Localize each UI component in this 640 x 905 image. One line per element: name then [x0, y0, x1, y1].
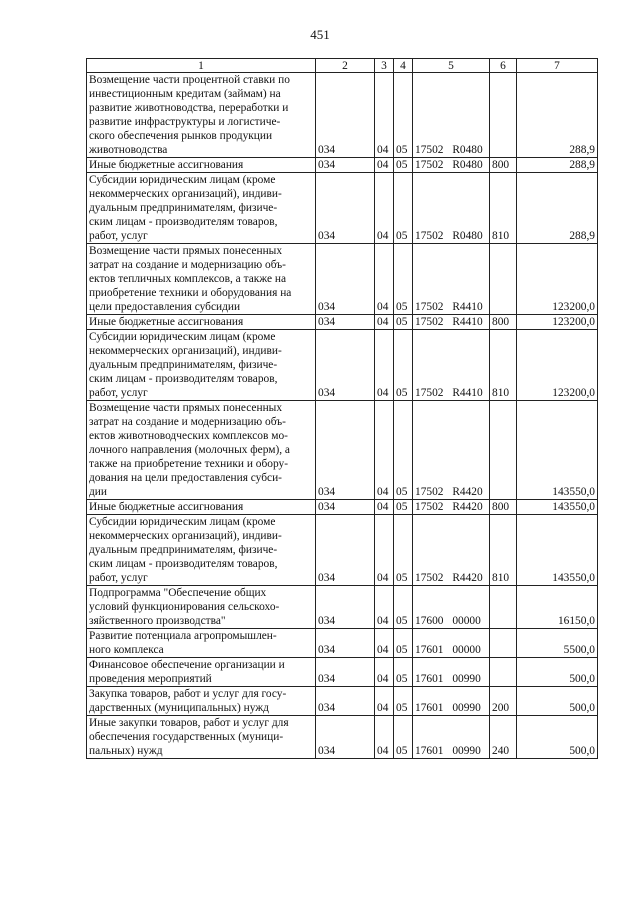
row-amount: 16150,0 — [517, 586, 598, 629]
row-code-ministry: 034 — [316, 500, 375, 515]
row-code-expense-type — [490, 658, 517, 687]
row-code-target: 17502 R4420 — [413, 401, 490, 500]
row-code-subsection: 05 — [394, 330, 413, 401]
header-col-3: 3 — [375, 59, 394, 73]
row-code-target: 17502 R0480 — [413, 73, 490, 158]
row-code-expense-type: 800 — [490, 158, 517, 173]
header-row — [87, 59, 598, 73]
row-code-ministry: 034 — [316, 515, 375, 586]
row-code-expense-type: 810 — [490, 515, 517, 586]
row-name: Субсидии юридическим лицам (кроме некоммерческих организаций), индиви- дуальным предпринимателям, физиче- ским лицам - производителям товаров, работ, услуг — [87, 515, 316, 586]
header-col-4: 4 — [394, 59, 413, 73]
table-row — [87, 687, 598, 716]
row-code-ministry: 034 — [316, 173, 375, 244]
row-code-ministry: 034 — [316, 244, 375, 315]
row-name: Иные бюджетные ассигнования — [87, 500, 316, 515]
row-code-section: 04 — [375, 658, 394, 687]
row-name: Финансовое обеспечение организации и проведения мероприятий — [87, 658, 316, 687]
row-code-section: 04 — [375, 315, 394, 330]
page-number: 451 — [310, 27, 330, 42]
row-code-section: 04 — [375, 515, 394, 586]
row-code-target: 17600 00000 — [413, 586, 490, 629]
row-code-expense-type: 200 — [490, 687, 517, 716]
row-code-expense-type — [490, 401, 517, 500]
table-row — [87, 629, 598, 658]
row-code-subsection: 05 — [394, 244, 413, 315]
row-amount: 500,0 — [517, 716, 598, 759]
row-amount: 288,9 — [517, 158, 598, 173]
row-code-target: 17502 R0480 — [413, 173, 490, 244]
row-code-section: 04 — [375, 716, 394, 759]
table-row — [87, 244, 598, 315]
row-code-expense-type — [490, 586, 517, 629]
row-code-section: 04 — [375, 244, 394, 315]
row-code-target: 17601 00990 — [413, 687, 490, 716]
row-code-subsection: 05 — [394, 586, 413, 629]
row-code-subsection: 05 — [394, 73, 413, 158]
row-code-expense-type — [490, 629, 517, 658]
row-code-ministry: 034 — [316, 716, 375, 759]
row-code-expense-type: 810 — [490, 173, 517, 244]
row-code-target: 17502 R4420 — [413, 515, 490, 586]
row-name: Возмещение части прямых понесенных затрат на создание и модернизацию объ- ектов тепличных комплексов, а также на приобретение техники и оборудования на цели предоставления субсидии — [87, 244, 316, 315]
row-code-ministry: 034 — [316, 658, 375, 687]
row-name: Подпрограмма "Обеспечение общих условий функционирования сельскохо- зяйственного производства" — [87, 586, 316, 629]
budget-table — [86, 58, 598, 759]
row-code-ministry: 034 — [316, 73, 375, 158]
row-code-section: 04 — [375, 687, 394, 716]
row-code-subsection: 05 — [394, 629, 413, 658]
table-body — [87, 73, 598, 759]
row-amount: 123200,0 — [517, 330, 598, 401]
row-amount: 500,0 — [517, 658, 598, 687]
table-row — [87, 173, 598, 244]
row-code-expense-type — [490, 244, 517, 315]
row-code-section: 04 — [375, 73, 394, 158]
row-code-ministry: 034 — [316, 330, 375, 401]
row-code-target: 17502 R4410 — [413, 330, 490, 401]
table-row — [87, 330, 598, 401]
table-row — [87, 401, 598, 500]
row-amount: 143550,0 — [517, 401, 598, 500]
row-code-subsection: 05 — [394, 500, 413, 515]
table-row — [87, 73, 598, 158]
row-name: Субсидии юридическим лицам (кроме некоммерческих организаций), индиви- дуальным предпринимателям, физиче- ским лицам - производителям товаров, работ, услуг — [87, 330, 316, 401]
row-amount: 143550,0 — [517, 500, 598, 515]
header-col-2: 2 — [316, 59, 375, 73]
table-row — [87, 716, 598, 759]
row-amount: 123200,0 — [517, 244, 598, 315]
row-name: Закупка товаров, работ и услуг для госу- дарственных (муниципальных) нужд — [87, 687, 316, 716]
row-code-subsection: 05 — [394, 687, 413, 716]
header-col-5: 5 — [413, 59, 490, 73]
row-code-section: 04 — [375, 629, 394, 658]
row-code-expense-type: 240 — [490, 716, 517, 759]
row-code-expense-type — [490, 73, 517, 158]
table-row — [87, 515, 598, 586]
row-code-target: 17502 R4410 — [413, 244, 490, 315]
row-code-subsection: 05 — [394, 401, 413, 500]
row-code-section: 04 — [375, 158, 394, 173]
row-code-ministry: 034 — [316, 401, 375, 500]
row-amount: 288,9 — [517, 73, 598, 158]
row-code-subsection: 05 — [394, 315, 413, 330]
row-code-expense-type: 800 — [490, 500, 517, 515]
row-name: Возмещение части процентной ставки по инвестиционным кредитам (займам) на развитие животноводства, переработки и развитие инфраструктуры и логистиче- ского обеспечения рынков продукции животноводства — [87, 73, 316, 158]
table-row — [87, 500, 598, 515]
row-code-target: 17502 R0480 — [413, 158, 490, 173]
row-code-ministry: 034 — [316, 687, 375, 716]
row-code-expense-type: 800 — [490, 315, 517, 330]
table-row — [87, 158, 598, 173]
row-code-section: 04 — [375, 500, 394, 515]
table-row — [87, 586, 598, 629]
row-code-ministry: 034 — [316, 586, 375, 629]
row-code-section: 04 — [375, 330, 394, 401]
row-code-ministry: 034 — [316, 315, 375, 330]
row-amount: 5500,0 — [517, 629, 598, 658]
row-code-subsection: 05 — [394, 716, 413, 759]
row-code-expense-type: 810 — [490, 330, 517, 401]
row-name: Возмещение части прямых понесенных затрат на создание и модернизацию объ- ектов животноводческих комплексов мо- лочного направления (молочных ферм), а также на приобретение техники и обору- дования на цели предоставления субси- дии — [87, 401, 316, 500]
table-row — [87, 315, 598, 330]
row-name: Развитие потенциала агропромышлен- ного комплекса — [87, 629, 316, 658]
row-code-subsection: 05 — [394, 658, 413, 687]
row-amount: 123200,0 — [517, 315, 598, 330]
row-name: Иные бюджетные ассигнования — [87, 315, 316, 330]
row-code-subsection: 05 — [394, 173, 413, 244]
row-code-target: 17601 00000 — [413, 629, 490, 658]
row-code-target: 17502 R4420 — [413, 500, 490, 515]
row-code-target: 17601 00990 — [413, 658, 490, 687]
row-code-section: 04 — [375, 173, 394, 244]
row-amount: 500,0 — [517, 687, 598, 716]
row-code-ministry: 034 — [316, 158, 375, 173]
header-col-7: 7 — [517, 59, 598, 73]
row-name: Иные бюджетные ассигнования — [87, 158, 316, 173]
row-code-section: 04 — [375, 586, 394, 629]
row-amount: 143550,0 — [517, 515, 598, 586]
header-col-6: 6 — [490, 59, 517, 73]
row-amount: 288,9 — [517, 173, 598, 244]
header-col-1: 1 — [87, 59, 316, 73]
table-row — [87, 658, 598, 687]
row-name: Иные закупки товаров, работ и услуг для обеспечения государственных (муници- пальных) нужд — [87, 716, 316, 759]
row-code-target: 17601 00990 — [413, 716, 490, 759]
row-code-subsection: 05 — [394, 515, 413, 586]
row-code-section: 04 — [375, 401, 394, 500]
row-code-ministry: 034 — [316, 629, 375, 658]
row-code-subsection: 05 — [394, 158, 413, 173]
row-name: Субсидии юридическим лицам (кроме некоммерческих организаций), индиви- дуальным предпринимателям, физиче- ским лицам - производителям товаров, работ, услуг — [87, 173, 316, 244]
row-code-target: 17502 R4410 — [413, 315, 490, 330]
